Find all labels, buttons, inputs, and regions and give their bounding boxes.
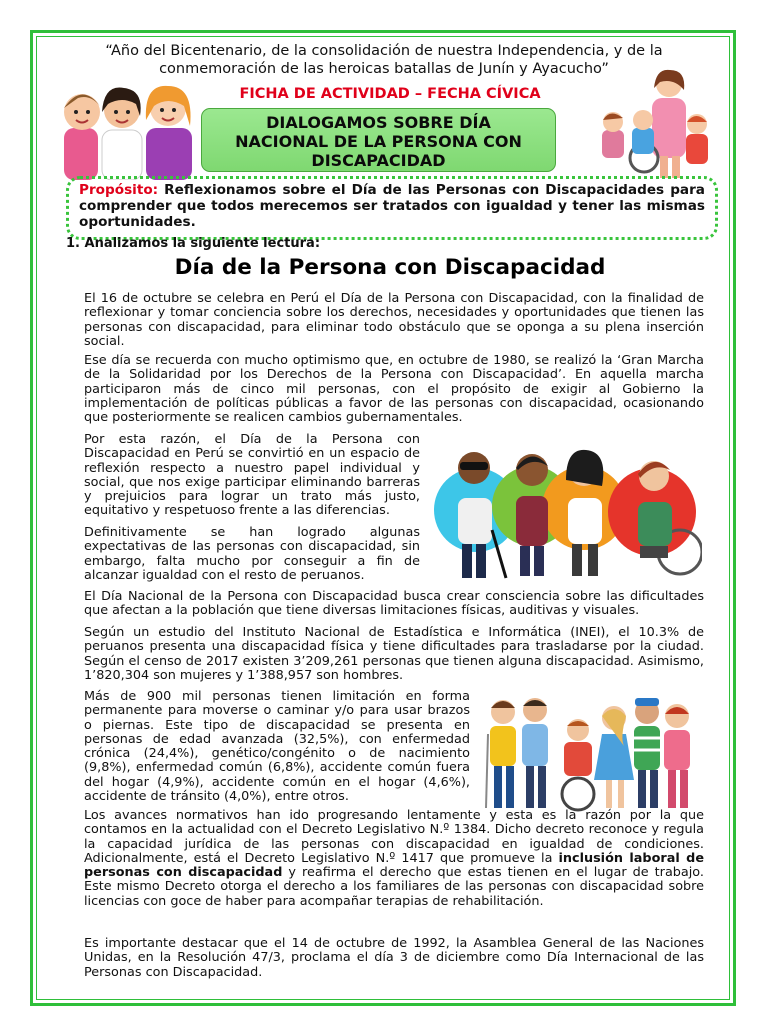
- paragraph-5: El Día Nacional de la Persona con Discapacidad busca crear consciencia sobre las dificultades que afectan a la población que tiene diversas limitaciones físicas, auditivas y visuales.: [84, 589, 704, 619]
- children-group-illustration: [60, 76, 200, 180]
- paragraph-6: Según un estudio del Instituto Nacional de Estadística e Informática (INEI), el 10.3% de peruanos presenta una discapacidad física y tiene dificultades para trasladarse por la ciudad. Según el censo de 2017 existen 3’209,261 personas que tienen alguna discapacidad. Asimismo, 1’820,304 son mujeres y 1’388,957 son hombres.: [84, 625, 704, 683]
- step-1-heading: 1. Analizamos la siguiente lectura:: [66, 236, 321, 251]
- paragraph-7: Más de 900 mil personas tienen limitación en forma permanente para moverse o caminar y/o para usar brazos o piernas. Este tipo de discapacidad se presenta en personas de edad avanzada (32,5%), con enfermedad crónica (24,4%), genético/congénito o de nacimiento (9,8%), enfermedad común (6,8%), accidente común fuera del hogar (4,9%), accidente común en el hogar (4,6%), accidente de tránsito (4,0%), entre otros.: [84, 689, 470, 805]
- paragraph-2: Ese día se recuerda con mucho optimismo que, en octubre de 1980, se realizó la ‘Gran Marcha de la Solidaridad por los Derechos de la Persona con Discapacidad’. En aquella marcha participaron más de cinco mil personas, con el propósito de exigir al Gobierno la implementación de políticas públicas a favor de las personas con discapacidad, ocasionando que posteriormente se realicen cambios gubernamentales.: [84, 353, 704, 426]
- paragraph-4: Definitivamente se han logrado algunas expectativas de las personas con discapacidad, sin embargo, falta mucho por conseguir a fin de alcanzar igualdad con el resto de peruanos.: [84, 525, 420, 583]
- purpose-label: Propósito:: [79, 182, 159, 198]
- paragraph-8-bold: inclusión laboral de personas con discapacidad: [84, 850, 705, 881]
- activity-sheet-label: FICHA DE ACTIVIDAD – FECHA CÍVICA: [239, 86, 541, 102]
- title-line-1: DIALOGAMOS SOBRE DÍA: [266, 113, 491, 132]
- paragraph-3: Por esta razón, el Día de la Persona con Discapacidad en Perú se convirtió en un espacio de reflexión respecto a nuestro papel individual y social, que nos exige participar eliminando barreras y prejuicios para lograr un trato más justo, equitativo y respetuoso frente a las diferencias.: [84, 432, 420, 519]
- diverse-people-illustration: [432, 440, 702, 580]
- inclusion-group-illustration: [484, 694, 696, 812]
- title-box: [201, 108, 556, 172]
- teacher-children-illustration: [600, 68, 712, 180]
- paragraph-8: [84, 809, 704, 909]
- paragraph-1: El 16 de octubre se celebra en Perú el Día de la Persona con Discapacidad, con la finalidad de reflexionar y tomar conciencia sobre los derechos, necesidades y oportunidades que tienen las personas con discapacidad, para eliminar todo obstáculo que se oponga a su plena inserción social.: [84, 291, 704, 349]
- paragraph-8-part-2: y reafirma el derecho que estas tienen en el lugar de trabajo. Este mismo Decreto otorga el derecho a los familiares de las personas con discapacidad sobre licencias con goce de haber para acompañar terapias de rehabilitación.: [84, 865, 704, 909]
- title-line-2: NACIONAL DE LA PERSONA CON: [235, 132, 522, 151]
- quote-line-1: “Año del Bicentenario, de la consolidación de nuestra Independencia, y de la: [105, 43, 663, 59]
- paragraph-9: Es importante destacar que el 14 de octubre de 1992, la Asamblea General de las Naciones Unidas, en la Resolución 47/3, proclama el día 3 de diciembre como Día Internacional de las Personas con Discapacidad.: [84, 936, 704, 980]
- purpose-box: [66, 176, 718, 240]
- article-title: Día de la Persona con Discapacidad: [174, 255, 606, 280]
- paragraph-8-part-1: Los avances normativos han ido progresando lentamente y esta es la razón por la que contamos en la actualidad con el Decreto Legislativo N.º 1384. Dicho decreto reconoce y regula la capacidad jurídica de las personas con discapacidad en igualdad de condiciones. Adicionalmente, está el Decreto Legislativo N.º 1417 que promueve la: [84, 808, 704, 866]
- quote-line-2: conmemoración de las heroicas batallas de Junín y Ayacucho”: [159, 61, 609, 77]
- title-line-3: DISCAPACIDAD: [311, 151, 446, 170]
- purpose-text: Reflexionamos sobre el Día de las Personas con Discapacidades para comprender que todos merecemos ser tratados con igualdad y tener las mismas oportunidades.: [79, 182, 705, 230]
